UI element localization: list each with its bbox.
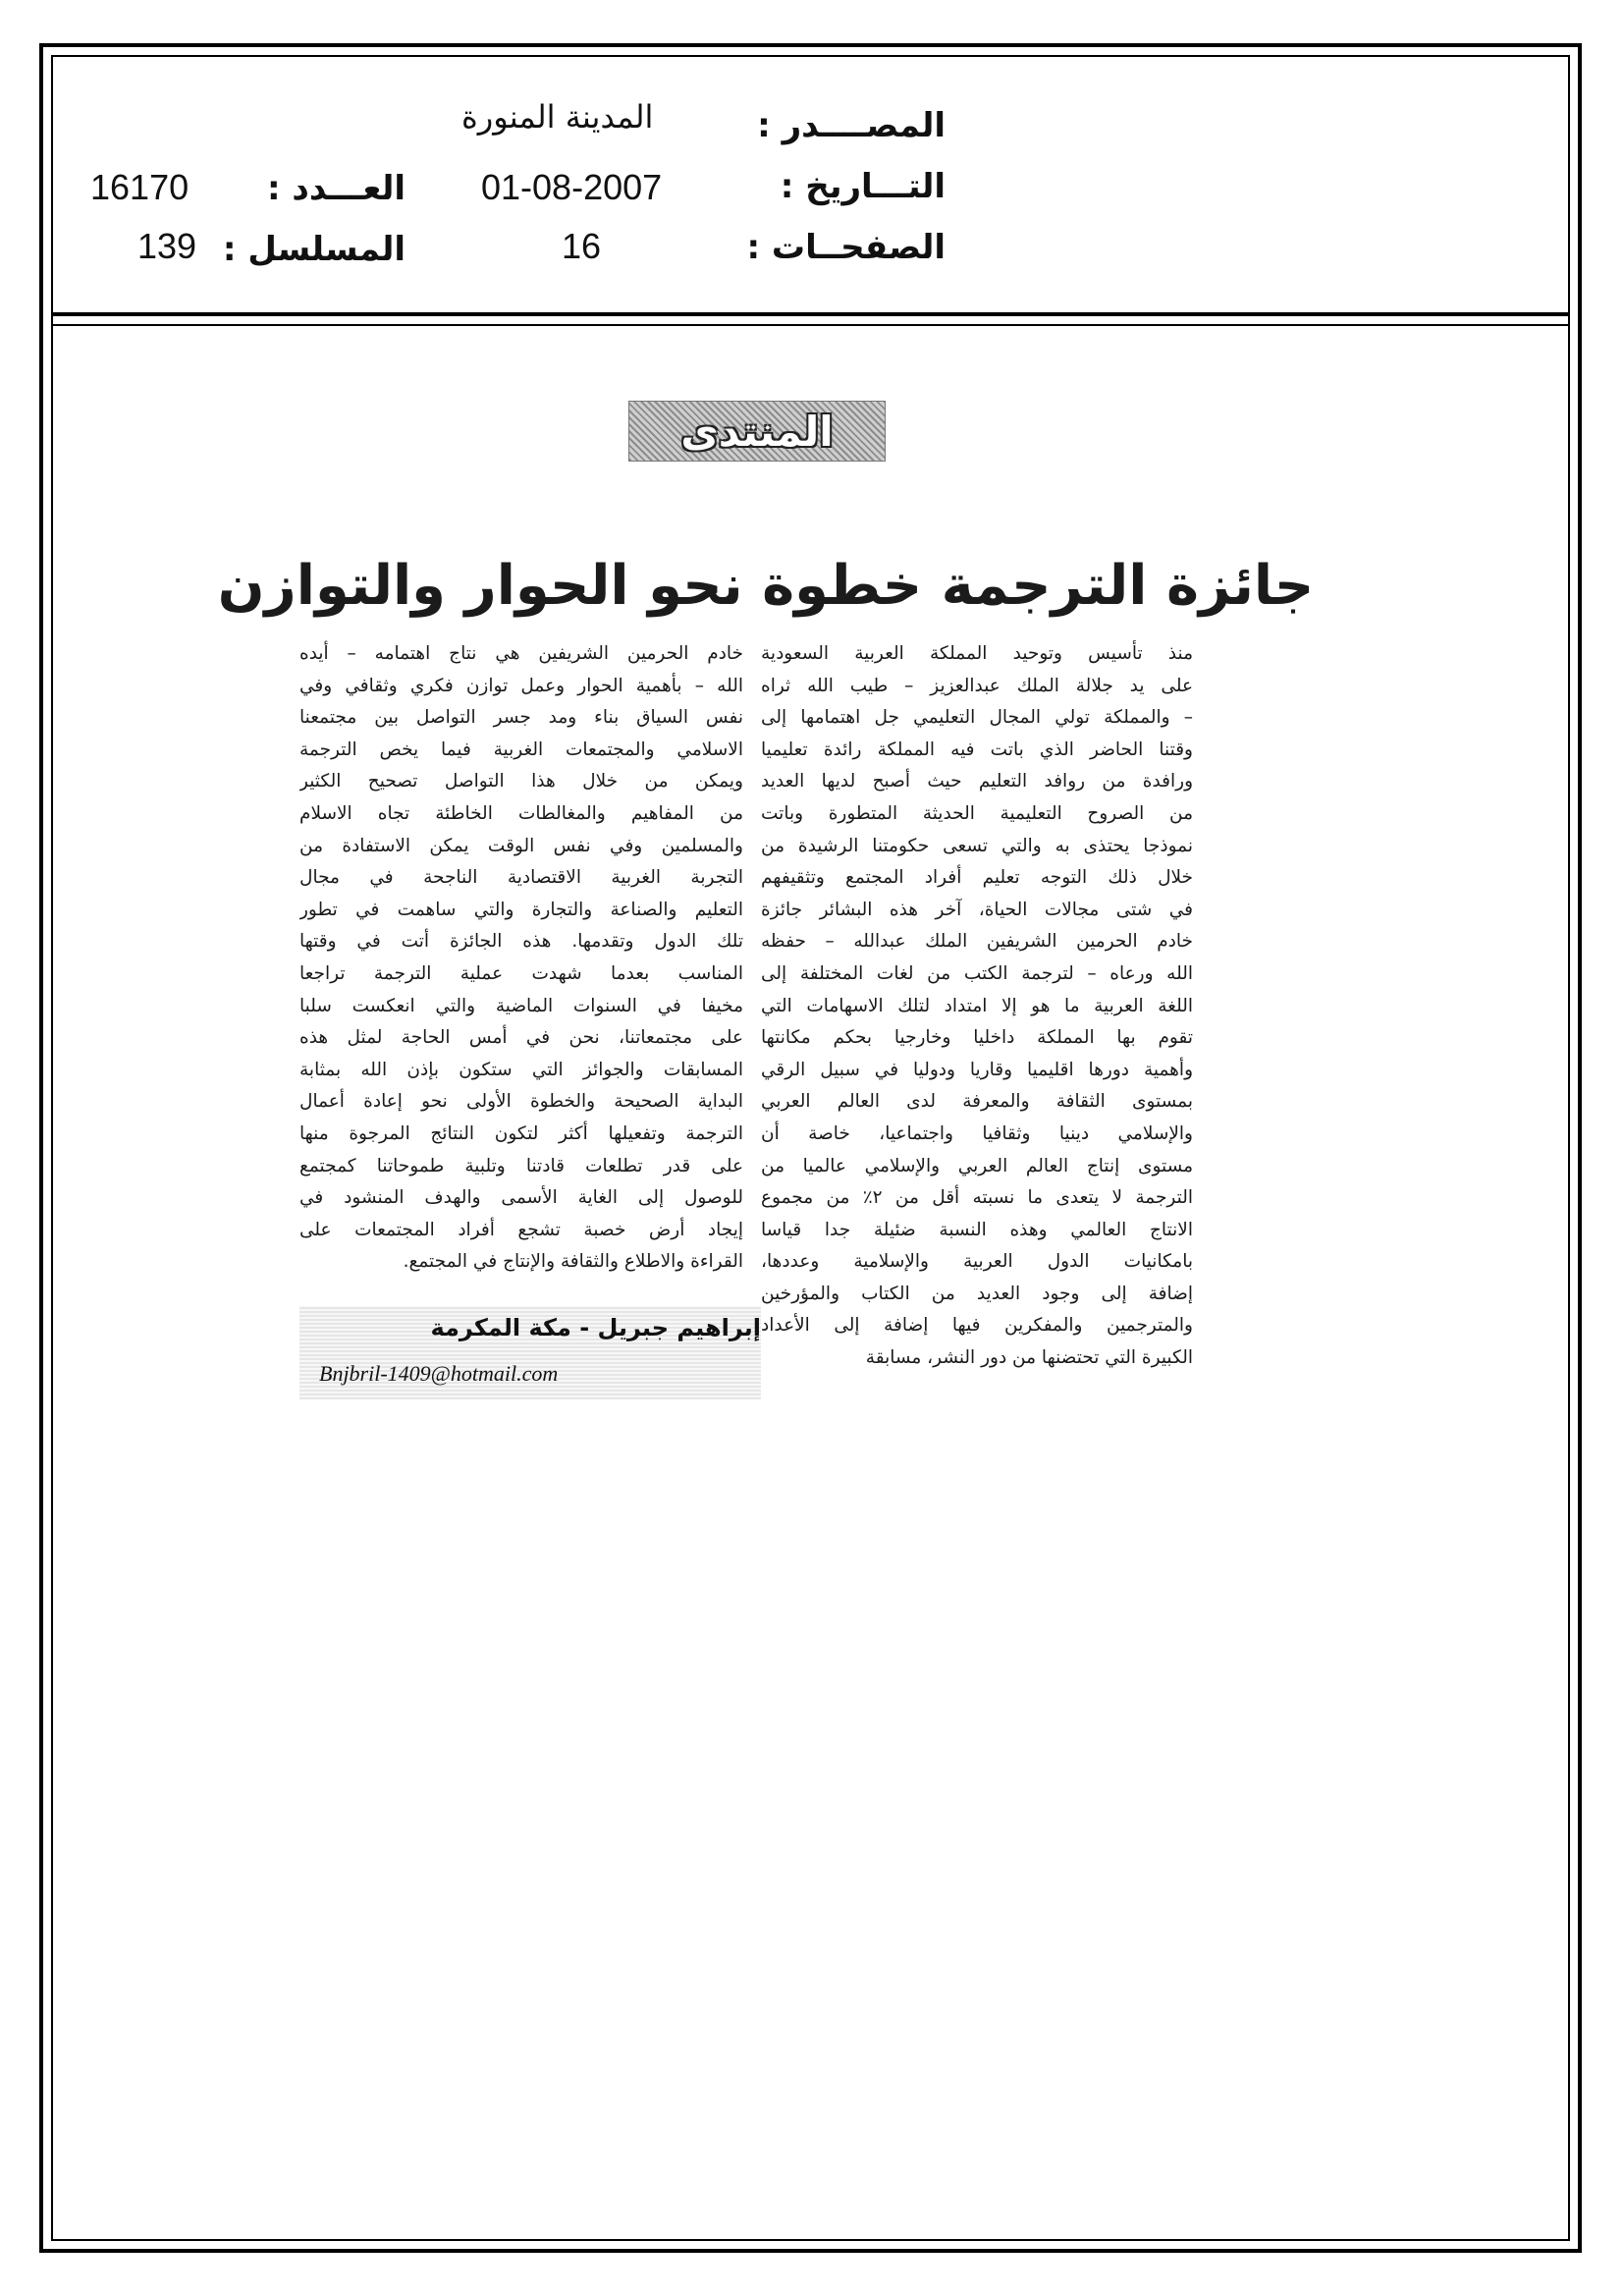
article-line: اللغة العربية ما هو إلا امتداد لتلك الاسهامات التي (761, 995, 1193, 1016)
article-line: على قدر تطلعات قادتنا وتلبية طموحاتنا كمجتمع (299, 1155, 743, 1176)
article-line: منذ تأسيس وتوحيد المملكة العربية السعودية (761, 643, 1193, 664)
article-line: إيجاد أرض خصبة تشجع أفراد المجتمعات على (299, 1219, 743, 1240)
article-line: مخيفا في السنوات الماضية والتي انعكست سلبا (299, 995, 743, 1016)
section-title: المنتدى (680, 407, 834, 456)
byline-box (299, 1306, 761, 1399)
article-line: نموذجا يحتذى به والتي تسعى حكومتنا الرشيدة من (761, 835, 1193, 856)
article-line: على مجتمعاتنا، نحن في أمس الحاجة لمثل هذه (299, 1027, 743, 1049)
article-line: الكبيرة التي تحتضنها من دور النشر، مسابقة (865, 1347, 1193, 1369)
date-label: التـــاريخ : (780, 167, 946, 206)
author-email: Bnjbril-1409@hotmail.com (319, 1361, 559, 1386)
article-line: من الصروح التعليمية الحديثة المتطورة وباتت (761, 802, 1193, 824)
serial-label: المسلسل : (222, 230, 406, 269)
article-line: وقتنا الحاضر الذي باتت فيه المملكة رائدة تعليميا (761, 738, 1193, 760)
header-divider-thin (51, 324, 1570, 326)
article-line: مستوى إنتاج العالم العربي والإسلامي عالميا من (761, 1155, 1193, 1176)
article-line: في شتى مجالات الحياة، آخر هذه البشائر جائزة (761, 899, 1193, 920)
article-line: بمستوى الثقافة والمعرفة لدى العالم العربي (761, 1091, 1193, 1113)
article-line: والمسلمين وفي نفس الوقت يمكن الاستفادة من (299, 835, 743, 856)
article-line: بامكانيات الدول العربية والإسلامية وعددها، (761, 1251, 1193, 1273)
pages-label: الصفحــات : (746, 228, 946, 267)
article-line: نفس السياق بناء ومد جسر التواصل بين مجتمعنا (299, 707, 743, 729)
article-line: المناسب بعدما شهدت عملية الترجمة تراجعا (299, 962, 743, 984)
article-line: المسابقات والجوائز التي ستكون بإذن الله بمثابة (299, 1059, 743, 1080)
article-line: على يد جلالة الملك عبدالعزيز – طيب الله ثراه (761, 675, 1193, 696)
author-byline: إبراهيم جبريل - مكة المكرمة (430, 1314, 761, 1341)
source-value: المدينة المنورة (461, 98, 654, 136)
article-line: تلك الدول وتقدمها. هذه الجائزة أتت في وقتها (299, 931, 743, 953)
article-line: القراءة والاطلاع والثقافة والإنتاج في المجتمع. (403, 1251, 743, 1273)
article-line: والمترجمين والمفكرين فيها إضافة إلى الأعداد (761, 1315, 1193, 1337)
article-line: ويمكن من خلال هذا التواصل تصحيح الكثير (299, 771, 743, 793)
article-line: التعليم والصناعة والتجارة والتي ساهمت في تطور (299, 899, 743, 920)
article-line: والإسلامي دينيا وثقافيا واجتماعيا، خاصة أن (761, 1122, 1193, 1144)
article-line: الله ورعاه – لترجمة الكتب من لغات المختلفة إلى (761, 962, 1193, 984)
article-line: البداية الصحيحة والخطوة الأولى نحو إعادة أعمال (299, 1091, 743, 1113)
article-line: إضافة إلى وجود العديد من الكتاب والمؤرخين (761, 1283, 1193, 1304)
section-banner (628, 401, 886, 462)
article-line: التجربة الغربية الاقتصادية الناجحة في مجال (299, 867, 743, 889)
article-line: خلال ذلك التوجه تعليم أفراد المجتمع وتثقيفهم (761, 867, 1193, 889)
article-line: وأهمية دورها اقليميا وقاريا ودوليا في سبيل الرقي (761, 1059, 1193, 1080)
pages-value: 16 (562, 226, 602, 266)
article-line: تقوم بها المملكة داخليا وخارجيا بحكم مكانتها (761, 1027, 1193, 1049)
article-line: للوصول إلى الغاية الأسمى والهدف المنشود في (299, 1187, 743, 1209)
article-line: خادم الحرمين الشريفين هي نتاج اهتمامه – أيده (299, 643, 743, 664)
header-divider (51, 312, 1570, 316)
date-value: 01-08-2007 (481, 167, 663, 207)
article-headline: جائزة الترجمة خطوة نحو الحوار والتوازن (217, 553, 1315, 618)
source-label: المصــــدر : (757, 106, 946, 145)
article-line: الترجمة لا يتعدى ما نسبته أقل من ٢٪ من مجموع (761, 1187, 1193, 1209)
article-column-right (761, 638, 1193, 1375)
article-line: – والمملكة تولي المجال التعليمي جل اهتمامها إلى (761, 707, 1193, 729)
serial-value: 139 (137, 226, 197, 266)
article-line: الترجمة وتفعيلها أكثر لتكون النتائج المرجوة منها (299, 1122, 743, 1144)
article-line: ورافدة من روافد التعليم حيث أصبح لديها العديد (761, 771, 1193, 793)
issue-label: العـــدد : (267, 169, 406, 208)
article-line: الله – بأهمية الحوار وعمل توازن فكري وثقافي وفي (299, 675, 743, 696)
article-column-left (299, 638, 743, 1279)
issue-value: 16170 (90, 167, 189, 207)
article-line: الاسلامي والمجتمعات الغربية فيما يخص الترجمة (299, 738, 743, 760)
article-line: الانتاج العالمي وهذه النسبة ضئيلة جدا قياسا (761, 1219, 1193, 1240)
article-line: من المفاهيم والمغالطات الخاطئة تجاه الاسلام (299, 802, 743, 824)
article-line: خادم الحرمين الشريفين الملك عبدالله – حفظه (761, 931, 1193, 953)
